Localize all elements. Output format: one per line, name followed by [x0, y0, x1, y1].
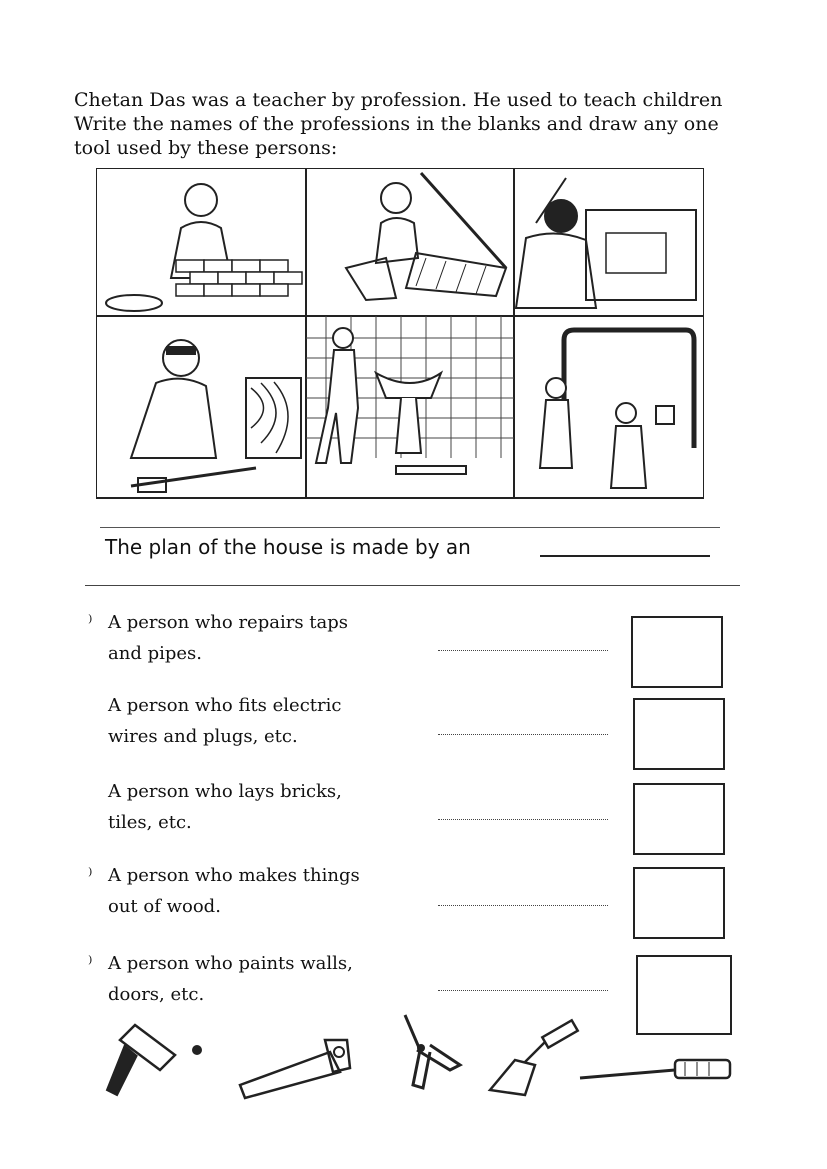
question-4	[88, 860, 428, 922]
plan-sentence: The plan of the house is made by an	[105, 535, 471, 559]
answer-blank-2[interactable]	[438, 734, 608, 735]
question-5-line-1: A person who paints walls,	[108, 953, 353, 974]
answer-blank-1[interactable]	[438, 650, 608, 651]
intro-line-3: tool used by these persons:	[74, 137, 338, 159]
plan-answer-blank[interactable]	[540, 555, 710, 557]
screwdriver-icon	[580, 1060, 730, 1078]
paintbrush-icon	[107, 1025, 202, 1095]
question-marker: ⁾	[88, 612, 93, 633]
question-5	[88, 948, 428, 1010]
answer-blank-3[interactable]	[438, 819, 608, 820]
question-2-line-1: A person who fits electric	[108, 695, 342, 716]
question-2	[108, 690, 428, 752]
tools-row	[95, 1010, 745, 1110]
question-3-line-2: tiles, etc.	[108, 812, 192, 833]
divider-middle	[85, 585, 740, 586]
drawing-box-2[interactable]	[633, 698, 725, 770]
divider-top	[100, 527, 720, 528]
question-2-line-2: wires and plugs, etc.	[108, 726, 298, 747]
answer-blank-4[interactable]	[438, 905, 608, 906]
question-marker: ⁾	[88, 865, 93, 886]
question-1-line-1: A person who repairs taps	[108, 612, 349, 633]
intro-text	[74, 88, 764, 160]
question-3	[108, 776, 428, 838]
pliers-icon	[405, 1015, 460, 1088]
drawing-box-4[interactable]	[633, 867, 725, 939]
trowel-icon	[490, 1020, 578, 1095]
question-3-line-1: A person who lays bricks,	[108, 781, 342, 802]
intro-line-2: Write the names of the professions in the blanks and draw any one	[74, 113, 719, 135]
saw-icon	[240, 1040, 350, 1098]
answer-blank-5[interactable]	[438, 990, 608, 991]
question-4-line-2: out of wood.	[108, 896, 221, 917]
question-1-line-2: and pipes.	[108, 643, 202, 664]
question-1	[88, 607, 428, 669]
question-4-line-1: A person who makes things	[108, 865, 360, 886]
question-marker: ⁾	[88, 953, 93, 974]
question-5-line-2: doors, etc.	[108, 984, 205, 1005]
intro-line-1: Chetan Das was a teacher by profession. He used to teach children	[74, 89, 723, 111]
professions-picture-grid	[96, 168, 704, 513]
drawing-box-3[interactable]	[633, 783, 725, 855]
drawing-box-1[interactable]	[631, 616, 723, 688]
